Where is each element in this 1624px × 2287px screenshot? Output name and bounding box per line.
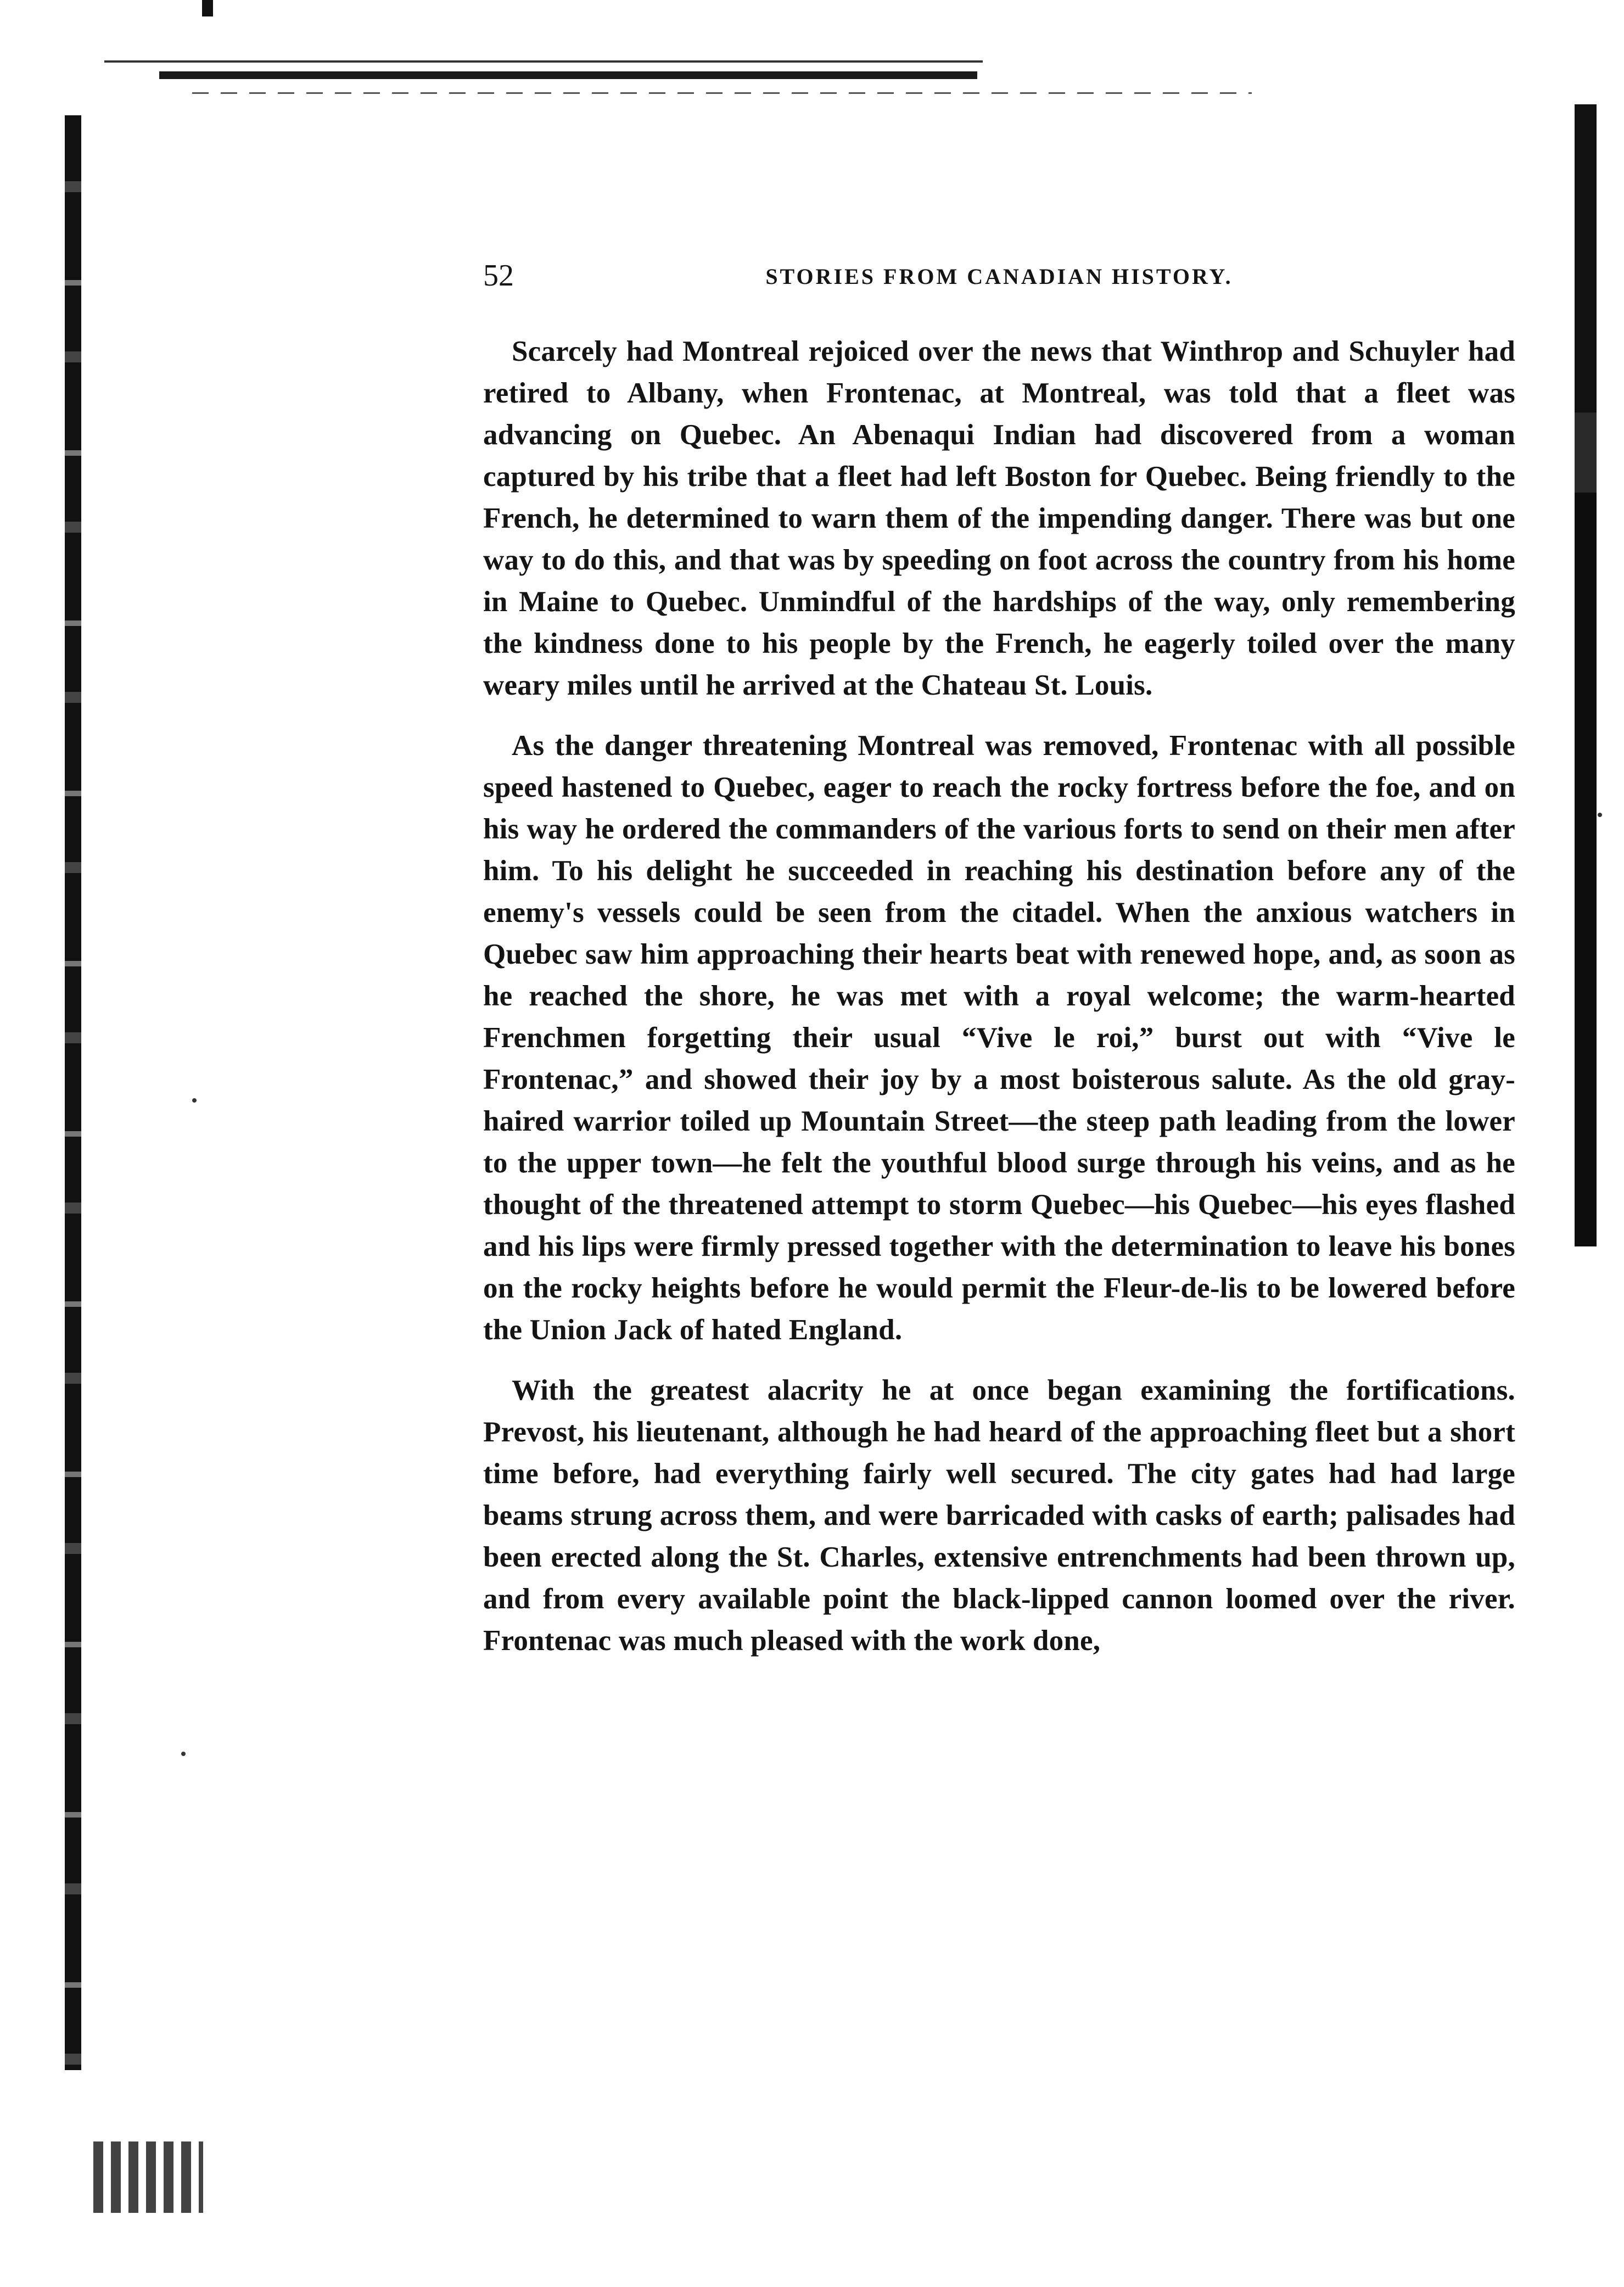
scan-artifact-speck	[1598, 813, 1602, 817]
paragraph: Scarcely had Montreal rejoiced over the news that Winthrop and Schuyler had retired to Albany, when Frontenac, at Montreal, was told that a fleet was advancing on Quebec. An Abenaqui Indian had discovered from a woman captured by his tribe that a fleet had left Boston for Quebec. Being friendly to the French, he determined to warn them of the impending danger. There was but one way to do this, and that was by speeding on foot across the country from his home in Maine to Quebec. Unmindful of the hardships of the way, only remembering the kindness done to his people by the French, he eagerly toiled over the many weary miles until he arrived at the Chateau St. Louis.	[483, 335, 1515, 701]
scan-artifact-dashed-rule	[192, 92, 1252, 94]
scan-artifact-rule-thin	[104, 60, 983, 63]
book-page	[483, 258, 1515, 1680]
page-number: 52	[483, 259, 514, 293]
scan-artifact-mark	[202, 0, 213, 16]
scan-artifact-right-edge	[1575, 104, 1597, 1246]
running-title: STORIES FROM CANADIAN HISTORY.	[765, 264, 1233, 289]
paragraph: With the greatest alacrity he at once began examining the fortifications. Prevost, his lieutenant, although he had heard of the approaching fleet but a short time before, had everything fairly well secured. The city gates had had large beams strung across them, and were barricaded with casks of earth; palisades had been erected along the St. Charles, extensive entrenchments had been thrown up, and from every available point the black-lipped cannon loomed over the river. Frontenac was much pleased with the work done,	[483, 1374, 1515, 1657]
scan-artifact-binding-edge	[65, 115, 81, 2070]
scan-artifact-speck	[181, 1752, 186, 1756]
running-head	[483, 258, 1515, 302]
scan-artifact-binding-foot	[93, 2141, 203, 2213]
paragraph: As the danger threatening Montreal was removed, Frontenac with all possible speed hastened to Quebec, eager to reach the rocky fortress before the foe, and on his way he ordered the commanders of the various forts to send on their men after him. To his delight he succeeded in reaching his destination before any of the enemy's vessels could be seen from the citadel. When the anxious watchers in Quebec saw him approaching their hearts beat with renewed hope, and, as soon as he reached the shore, he was met with a royal welcome; the warm-hearted Frenchmen forgetting their usual “Vive le roi,” burst out with “Vive le Frontenac,” and showed their joy by a most boisterous salute. As the old gray-haired warrior toiled up Mountain Street—the steep path leading from the lower to the upper town—he felt the youthful blood surge through his veins, and as he thought of the threatened attempt to storm Quebec—his Quebec—his eyes flashed and his lips were firmly pressed together with the determination to leave his bones on the rocky heights before he would permit the Fleur-de-lis to be lowered before the Union Jack of hated England.	[483, 730, 1515, 1346]
scan-artifact-speck	[192, 1098, 197, 1103]
scan-artifact-rule	[159, 71, 977, 79]
